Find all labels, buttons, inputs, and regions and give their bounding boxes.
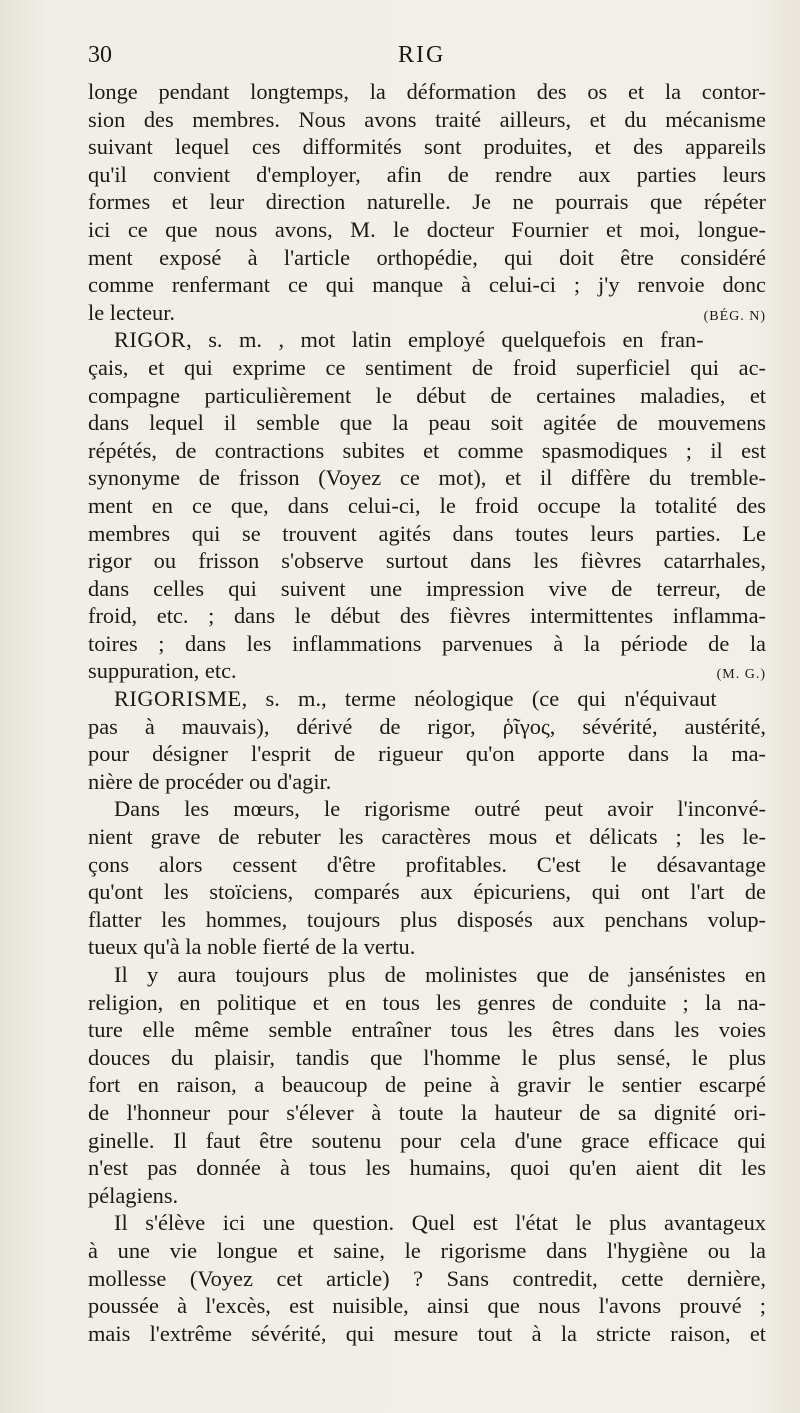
entry-rigor xyxy=(88,326,766,685)
text-line: toires ; dans les inflammations parvenues à la période de la xyxy=(88,630,766,656)
text-line: çais, et qui exprime ce sentiment de froid superficiel qui ac- xyxy=(88,354,766,380)
headword: RIGOR xyxy=(114,327,187,353)
text-line: mais l'extrême sévérité, qui mesure tout à la stricte raison, et xyxy=(88,1320,766,1346)
text-line: fort en raison, a beaucoup de peine à gravir le sentier escarpé xyxy=(88,1072,766,1098)
text-line: nient grave de rebuter les caractères mous et délicats ; les le- xyxy=(88,824,766,850)
text-line: ici ce que nous avons, M. le docteur Fournier et moi, longue- xyxy=(88,216,766,242)
text-line: dans celles qui suivent une impression vive de terreur, de xyxy=(88,575,766,601)
entry-rigorisme xyxy=(88,685,766,795)
page-number: 30 xyxy=(88,42,112,68)
running-head xyxy=(88,32,766,78)
text-line: flatter les hommes, toujours plus disposés aux penchans volup- xyxy=(88,906,766,932)
text-line: n'est pas donnée à tous les humains, quoi qu'en aient dit les xyxy=(88,1155,766,1181)
text-line: Il s'élève ici une question. Quel est l'état le plus avantageux xyxy=(114,1210,766,1236)
text-line xyxy=(88,685,766,713)
text-line: pas à mauvais), dérivé de rigor, ῥῖγος, sévérité, austérité, xyxy=(88,713,766,739)
running-title: RIG xyxy=(398,42,446,68)
text-line-fragment: , s. m., terme néologique (ce qui n'équivaut xyxy=(241,686,717,712)
text-line-fragment: , s. m. , mot latin employé quelquefois en fran- xyxy=(186,327,704,353)
text-line: qu'il convient d'employer, afin de rendre aux parties leurs xyxy=(88,161,766,187)
text-line: longe pendant longtemps, la déformation des os et la contor- xyxy=(88,79,766,104)
text-line: ment en ce que, dans celui-ci, le froid occupe la totalité des xyxy=(88,492,766,518)
text-line: tueux qu'à la noble fierté de la vertu. xyxy=(88,934,416,960)
text-line: synonyme de frisson (Voyez ce mot), et il diffère du tremble- xyxy=(88,465,766,491)
text-line: Il y aura toujours plus de molinistes que de jansénistes en xyxy=(114,962,766,987)
text-line xyxy=(88,657,766,685)
text-line: mollesse (Voyez cet article) ? Sans contredit, cette dernière, xyxy=(88,1265,766,1291)
text-line: religion, en politique et en tous les genres de conduite ; la na- xyxy=(88,989,766,1015)
text-line: Dans les mœurs, le rigorisme outré peut avoir l'inconvé- xyxy=(114,796,766,822)
paragraph-molinistes xyxy=(88,961,766,1209)
text-line: froid, etc. ; dans le début des fièvres intermittentes inflamma- xyxy=(88,603,766,629)
text-line: formes et leur direction naturelle. Je ne pourrais que répéter xyxy=(88,189,766,215)
text-line: ment exposé à l'article orthopédie, qui doit être considéré xyxy=(88,244,766,270)
text-line: à une vie longue et saine, le rigorisme dans l'hygiène ou la xyxy=(88,1237,766,1263)
paragraph-question xyxy=(88,1209,766,1347)
entry-continuation xyxy=(88,78,766,326)
text-line: répétés, de contractions subites et comme spasmodiques ; il est xyxy=(88,437,766,463)
text-line: sion des membres. Nous avons traité ailleurs, et du mécanisme xyxy=(88,106,766,132)
text-line: qu'ont les stoïciens, comparés aux épicuriens, qui ont l'art de xyxy=(88,879,766,905)
text-line: comme renfermant ce qui manque à celui-ci ; j'y renvoie donc xyxy=(88,272,766,298)
text-line xyxy=(88,299,766,327)
text-line: de l'honneur pour s'élever à toute la hauteur de sa dignité ori- xyxy=(88,1099,766,1125)
paragraph-moeurs xyxy=(88,795,766,961)
text-line: ture elle même semble entraîner tous les êtres dans les voies xyxy=(88,1017,766,1043)
headword: RIGORISME xyxy=(114,686,242,712)
text-line: pélagiens. xyxy=(88,1182,179,1208)
text-line: douces du plaisir, tandis que l'homme le plus sensé, le plus xyxy=(88,1044,766,1070)
text-line: membres qui se trouvent agités dans toutes leurs parties. Le xyxy=(88,520,766,546)
text-line: pour désigner l'esprit de rigueur qu'on apporte dans la ma- xyxy=(88,741,766,767)
text-line xyxy=(88,326,766,354)
text-line-fragment: suppuration, etc. xyxy=(88,658,237,684)
author-signature: (M. G.) xyxy=(716,667,766,683)
text-line: compagne particulièrement le début de certaines maladies, et xyxy=(88,382,766,408)
text-line: suivant lequel ces difformités sont produites, et des appareils xyxy=(88,134,766,160)
text-line: poussée à l'excès, est nuisible, ainsi que nous l'avons prouvé ; xyxy=(88,1293,766,1319)
text-line-fragment: le lecteur. xyxy=(88,299,176,325)
author-signature: (BÉG. N) xyxy=(703,308,766,324)
text-line: dans lequel il semble que la peau soit agitée de mouvemens xyxy=(88,410,766,436)
text-line: çons alors cessent d'être profitables. C'est le désavantage xyxy=(88,851,766,877)
text-line: rigor ou frisson s'observe surtout dans les fièvres catarrhales, xyxy=(88,548,766,574)
body-text xyxy=(88,78,766,1347)
text-line: ginelle. Il faut être soutenu pour cela d'une grace efficace qui xyxy=(88,1127,766,1153)
text-line: nière de procéder ou d'agir. xyxy=(88,768,332,794)
